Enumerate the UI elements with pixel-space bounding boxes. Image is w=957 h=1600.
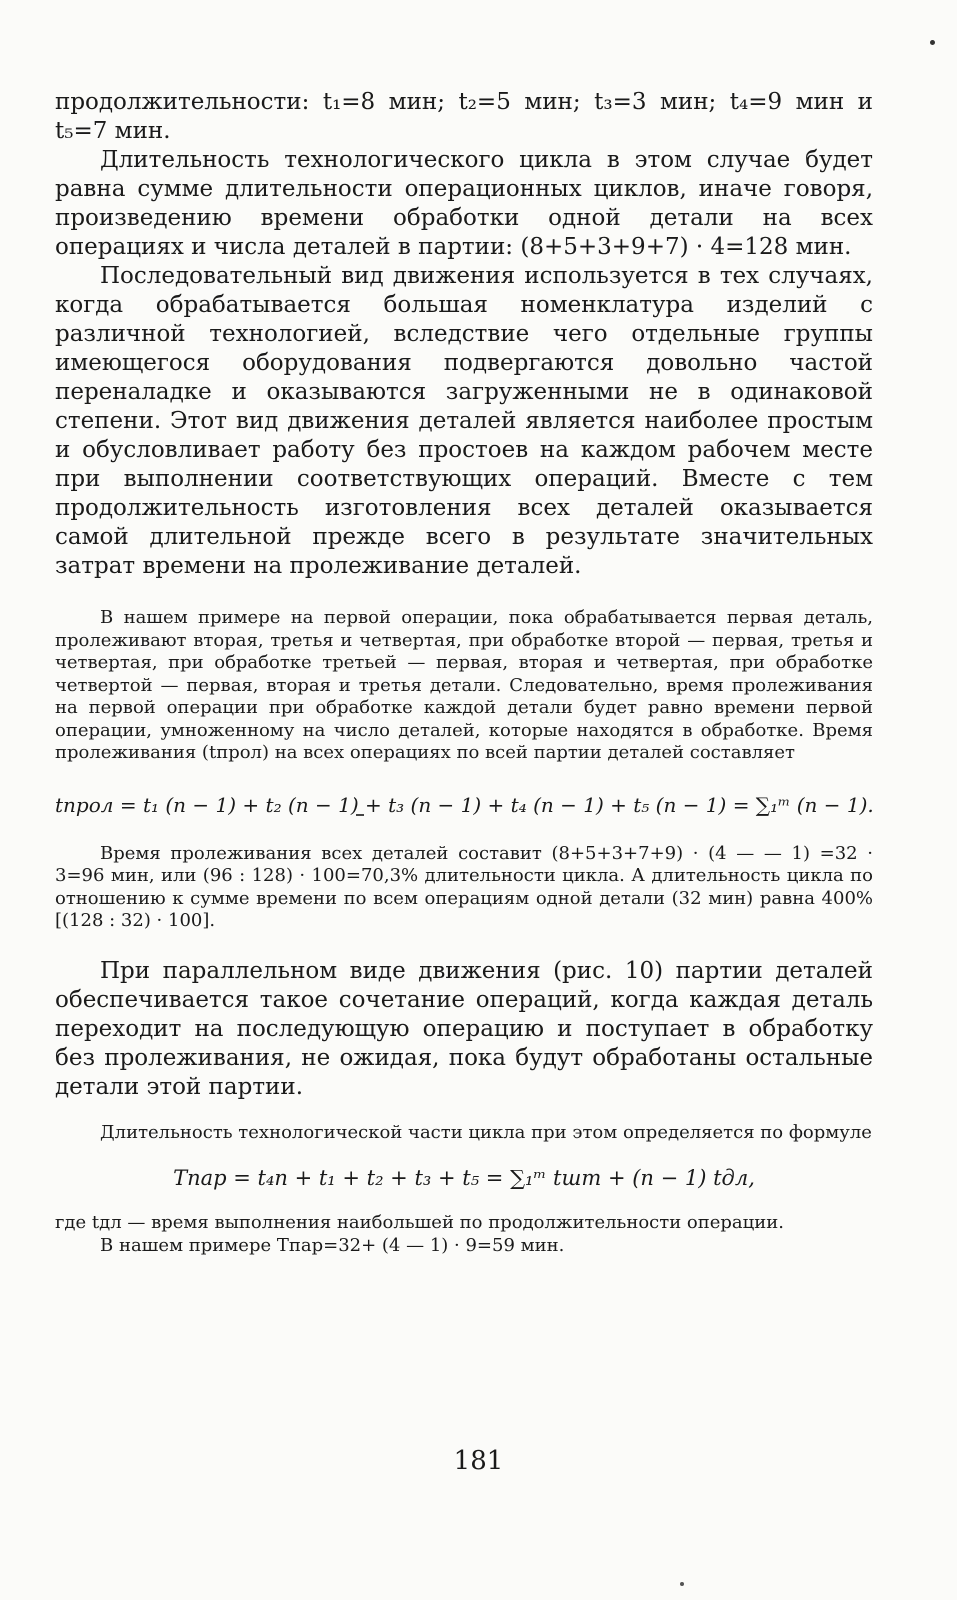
formula-parallel: Tпар = t₄n + t₁ + t₂ + t₃ + t₅ = ∑₁ᵐ tшт + (n − 1) tдл, <box>173 1166 755 1190</box>
paragraph-durations: продолжительности: t₁=8 мин; t₂=5 мин; t₃=3 мин; t₄=9 мин и t₅=7 мин. <box>55 89 873 144</box>
formula-idle-time: tпрол = t₁ (n − 1) + t₂ (n − 1) + t₃ (n − 1) + t₄ (n − 1) + t₅ (n − 1) = ∑₁ᵐ (n − 1). <box>55 792 874 817</box>
paragraph-example-idle: В нашем примере на первой операции, пока обрабатывается первая деталь, пролеживают вторая, третья и четвертая, при обработке второй — первая, третья и четвертая, при обработке третьей — первая, вторая и четвертая, при обработке четвертой — первая, вторая и третья детали. Следовательно, время пролеживания на первой операции при обработке каждой детали будет равно времени первой операции, умноженному на число деталей, которые находятся в обработке. Время пролеживания (tпрол) на всех операциях по всей партии деталей составляет <box>55 607 873 763</box>
paragraph-idle-result: Время пролеживания всех деталей составит (8+5+3+7+9) · (4 — — 1) =32 · 3=96 мин, или (96 : 128) · 100=70,3% длительности цикла. А длительность цикла по отношению к сумме времени по всем операциям одной детали (32 мин) равна 400% [(128 : 32) · 100]. <box>55 842 873 931</box>
speck-mark <box>680 1582 684 1586</box>
paragraph-parallel-movement: При параллельном виде движения (рис. 10) партии деталей обеспечивается такое сочетание операций, когда каждая деталь переходит на последующую операцию и поступает в обработку без пролеживания, не ожидая, пока будут обработаны остальные детали этой партии. <box>55 957 873 1100</box>
paragraph-where: где tдл — время выполнения наибольшей по продолжительности операции. <box>55 1212 784 1233</box>
page-body <box>55 88 873 1257</box>
speck-mark <box>930 40 935 45</box>
paragraph-cycle-length: Длительность технологического цикла в этом случае будет равна сумме длительности операционных циклов, иначе говоря, произведению времени обработки одной детали на всех операциях и числа деталей в партии: (8+5+3+9+7) · 4=128 мин. <box>55 147 873 260</box>
paragraph-sequential-movement: Последовательный вид движения используется в тех случаях, когда обрабатывается большая номенклатура изделий с различной технологией, вследствие чего отдельные группы имеющегося оборудования подвергаются довольно частой переналадке и оказываются загруженными не в одинаковой степени. Этот вид движения деталей является наиболее простым и обусловливает работу без простоев на каждом рабочем месте при выполнении соответствующих операций. Вместе с тем продолжительность изготовления всех деталей оказывается самой длительной прежде всего в результате значительных затрат времени на пролеживание деталей. <box>55 263 873 579</box>
paragraph-formula-intro: Длительность технологической части цикла при этом определяется по формуле <box>100 1121 872 1143</box>
page-number: 181 <box>453 1446 504 1476</box>
paragraph-example-parallel: В нашем примере Tпар=32+ (4 — 1) · 9=59 мин. <box>100 1234 565 1256</box>
